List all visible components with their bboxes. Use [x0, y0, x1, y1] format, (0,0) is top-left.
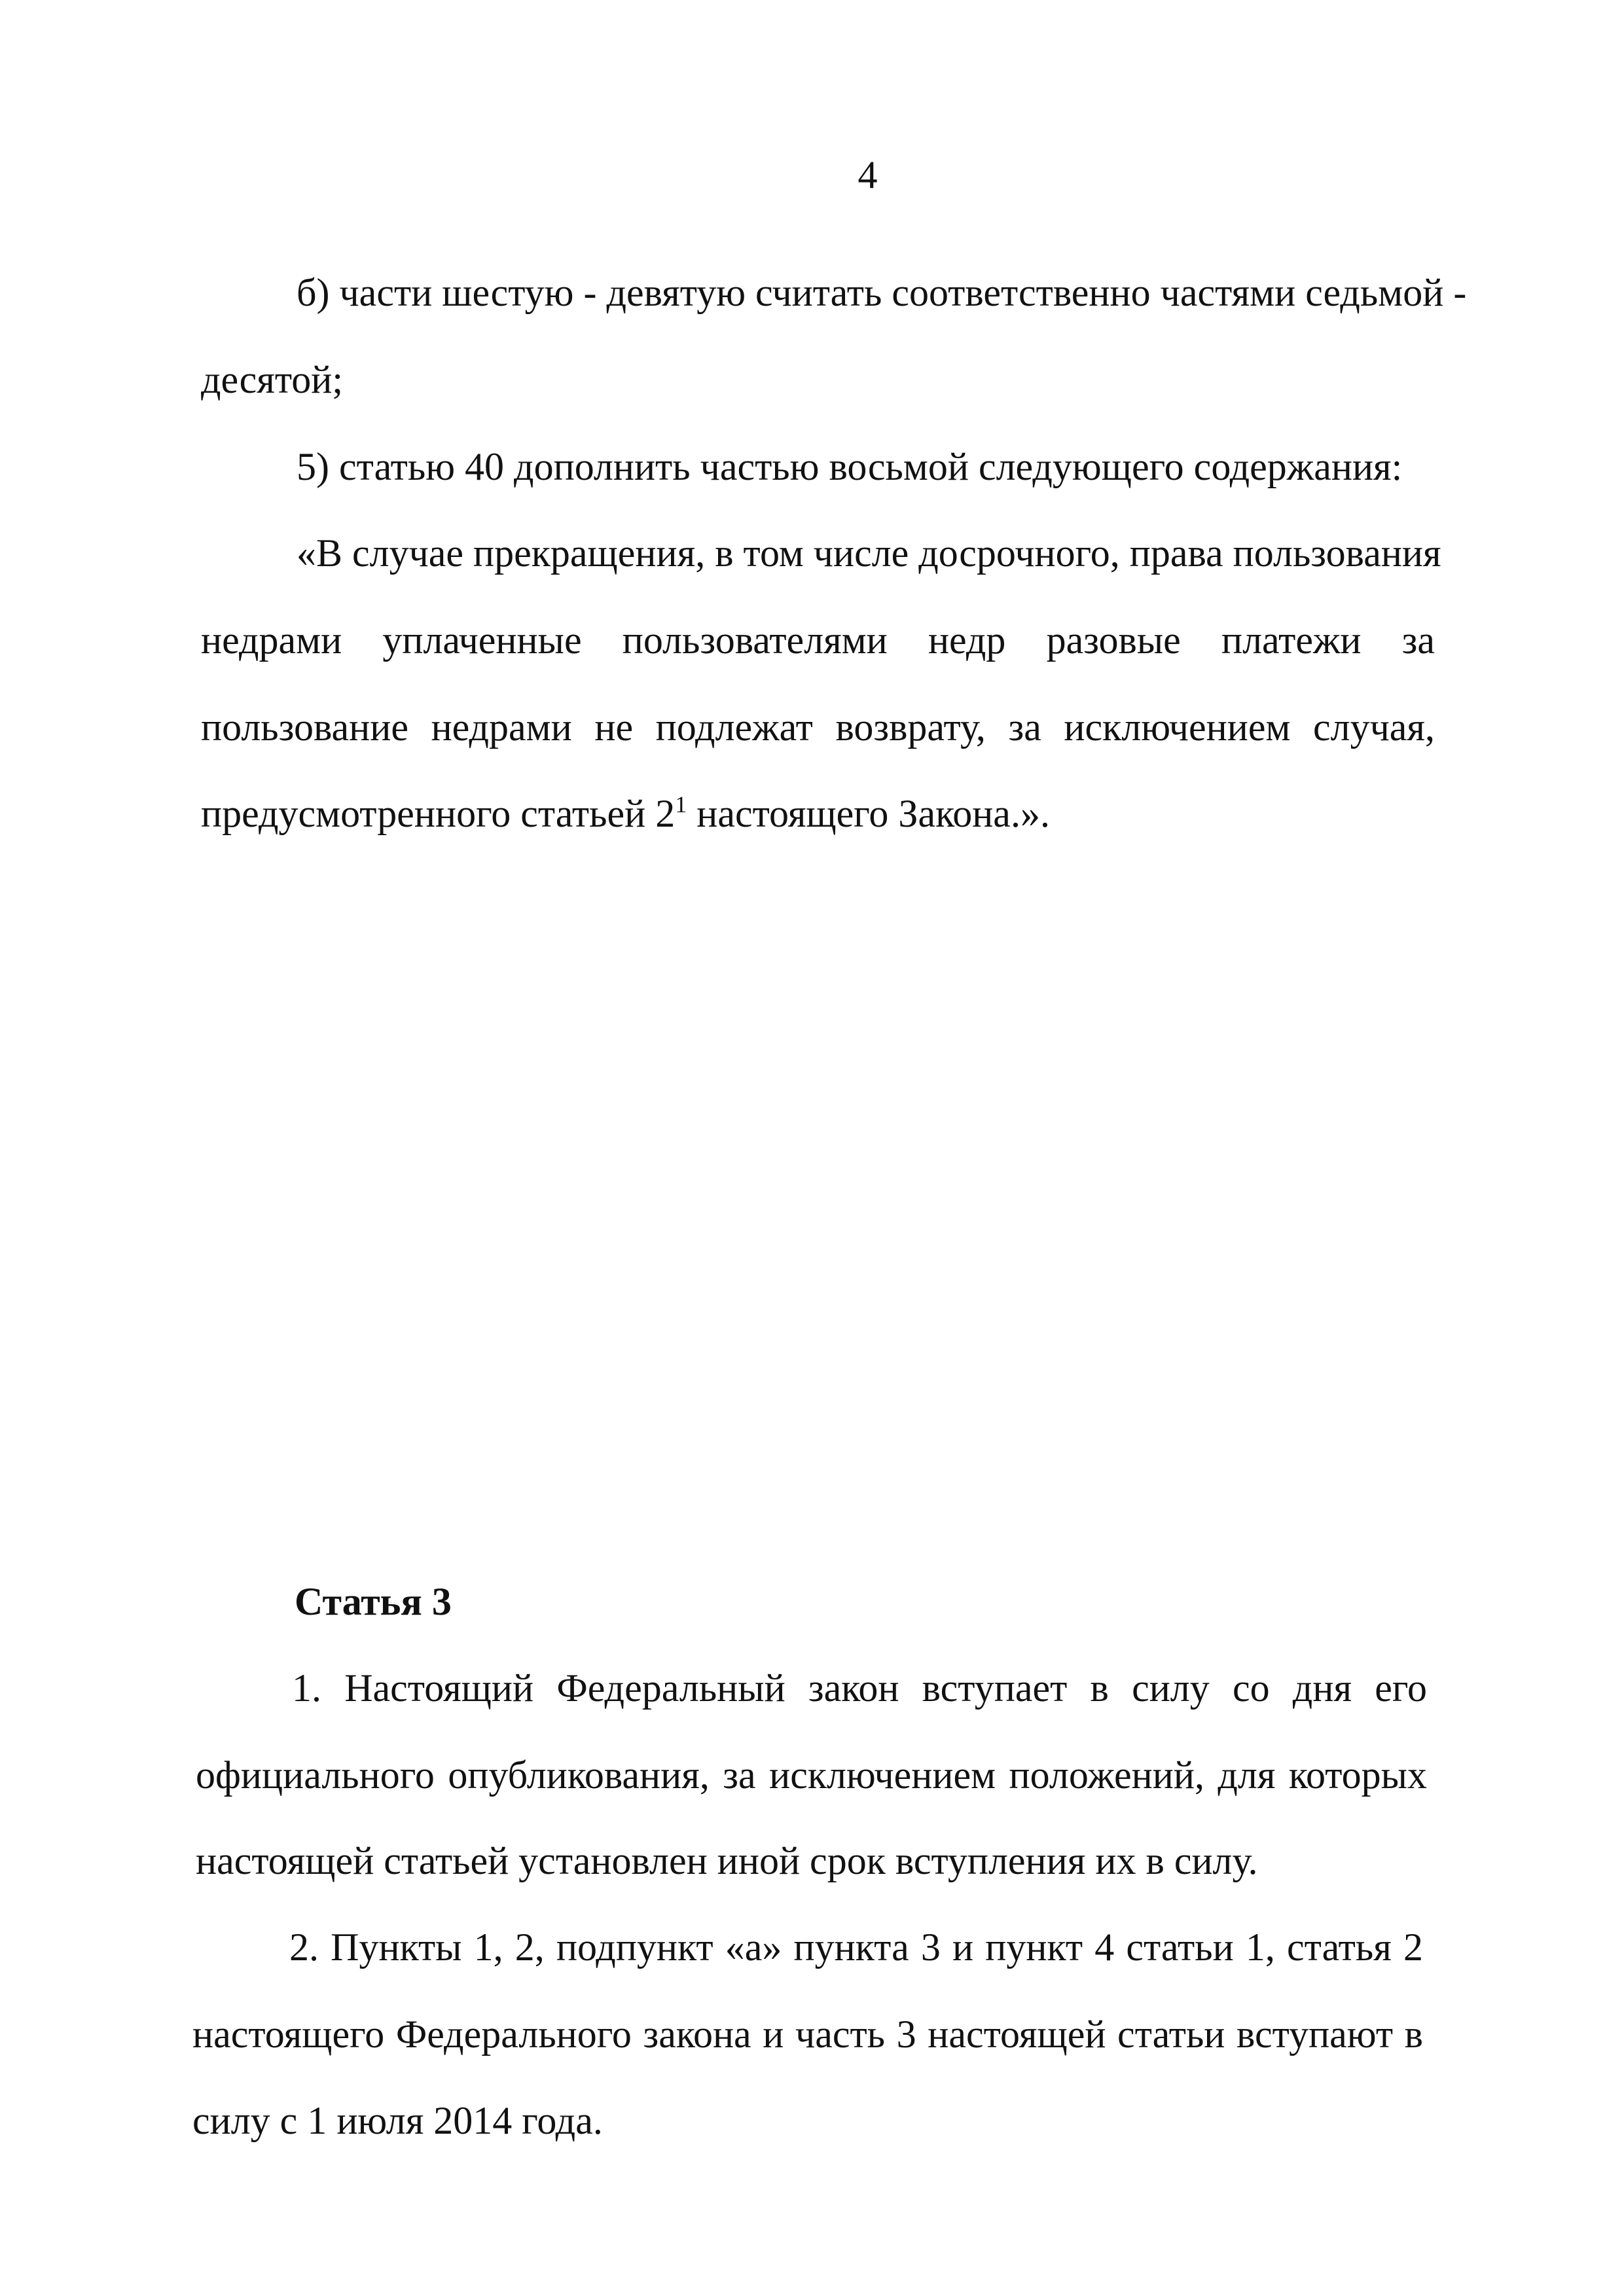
item-5-line-1: 5) статью 40 дополнить частью восьмой следующего содержания: [297, 445, 1403, 488]
quote-line-1: «В случае прекращения, в том числе досрочного, права пользования [297, 531, 1441, 575]
article-3-part-1-line-2: официального опубликования, за исключением положений, для которых [196, 1753, 1427, 1797]
sub-b-line-2: десятой; [201, 358, 344, 401]
quote-line-2: недрами уплаченные пользователями недр разовые платежи за [201, 619, 1435, 662]
quote-line-4-text: предусмотренного статьей 2 [201, 792, 676, 835]
article-3-part-1-line-1: 1. Настоящий Федеральный закон вступает в силу со дня его [292, 1666, 1427, 1710]
page-number: 4 [857, 153, 878, 196]
superscript-article-index: 1 [675, 791, 687, 817]
article-3-part-2-line-1: 2. Пункты 1, 2, подпункт «а» пункта 3 и пункт 4 статьи 1, статья 2 [289, 1926, 1423, 1969]
sub-b-line-1: б) части шестую - девятую считать соответственно частями седьмой - [297, 271, 1467, 314]
quote-line-3: пользование недрами не подлежат возврату, за исключением случая, [201, 706, 1435, 749]
quote-line-4 [201, 791, 1050, 836]
article-3-heading: Статья 3 [295, 1580, 452, 1623]
article-3-part-2-line-2: настоящего Федерального закона и часть 3 настоящей статьи вступают в [192, 2013, 1423, 2056]
article-3-part-2-line-3: силу с 1 июля 2014 года. [192, 2099, 603, 2142]
article-3-part-1-line-3: настоящей статьей установлен иной срок вступления их в силу. [196, 1839, 1258, 1882]
quote-line-4-end: настоящего Закона.». [687, 792, 1050, 835]
